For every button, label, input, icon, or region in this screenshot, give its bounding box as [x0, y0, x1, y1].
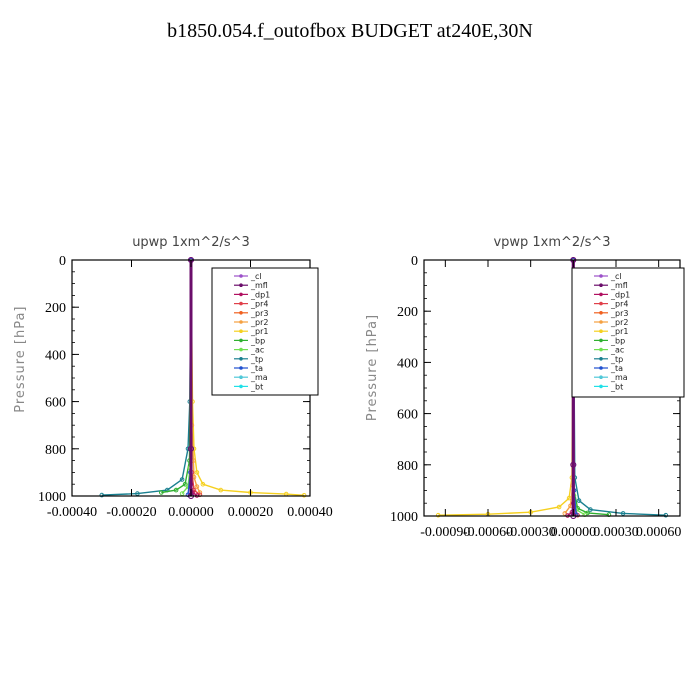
legend-label: _cl: [251, 272, 262, 281]
legend-label: _mfl: [611, 281, 628, 291]
x-tick-label: 0.00000: [550, 525, 597, 540]
legend-marker: [239, 357, 243, 361]
legend-marker: [239, 385, 243, 389]
series-point-ac: [180, 492, 184, 496]
x-tick-label: -0.00090: [420, 525, 471, 540]
legend-label: _ta: [611, 364, 624, 373]
y-tick-label: 1000: [390, 510, 418, 525]
x-tick-label: -0.00060: [462, 525, 514, 540]
legend-marker: [599, 329, 603, 333]
legend-marker: [599, 357, 603, 361]
series-line-pr1: [438, 260, 573, 515]
figure-title: b1850.054.f_outofbox BUDGET at240E,30N: [167, 20, 533, 42]
legend-marker: [239, 339, 243, 343]
legend-label: _pr2: [251, 318, 269, 327]
legend-marker: [599, 320, 603, 324]
x-tick-label: -0.00040: [46, 505, 98, 520]
y-tick-label: 200: [45, 301, 66, 317]
x-tick-label: 0.00060: [635, 525, 682, 540]
legend-label: _tp: [251, 354, 264, 364]
y-tick-label: 0: [411, 254, 418, 269]
legend-label: _dp1: [611, 290, 631, 300]
legend-marker: [239, 293, 243, 297]
legend-label: _tp: [611, 354, 624, 364]
legend-marker: [599, 274, 603, 278]
legend-label: _bt: [251, 382, 264, 392]
legend-label: _bt: [611, 382, 624, 392]
legend-marker: [239, 348, 243, 352]
legend-label: _ac: [611, 345, 625, 355]
legend-marker: [599, 302, 603, 306]
x-tick-label: 0.00000: [168, 505, 214, 520]
series-line-tp: [102, 260, 191, 495]
panel-2: [365, 235, 684, 540]
legend-marker: [239, 329, 243, 333]
legend-label: _cl: [611, 272, 622, 281]
x-tick-label: -0.00030: [505, 525, 556, 540]
legend-marker: [239, 283, 243, 287]
panel-title: upwp 1xm^2/s^3: [132, 235, 250, 250]
legend-marker: [599, 283, 603, 287]
legend-label: _pr1: [611, 327, 629, 337]
legend-label: _ta: [251, 364, 264, 373]
legend-label: _ac: [251, 345, 265, 355]
x-tick-label: 0.00020: [227, 505, 274, 520]
legend-marker: [599, 366, 603, 370]
legend-label: _pr4: [611, 299, 629, 309]
panel-title: vpwp 1xm^2/s^3: [493, 235, 611, 250]
legend-marker: [599, 293, 603, 297]
legend-marker: [599, 311, 603, 315]
y-tick-label: 800: [45, 442, 66, 458]
legend-label: _pr2: [611, 318, 629, 327]
legend-label: _bp: [611, 336, 626, 346]
legend-label: _bp: [251, 336, 266, 346]
x-tick-label: 0.00040: [287, 505, 333, 520]
y-tick-label: 800: [397, 458, 418, 474]
legend-label: _dp1: [251, 290, 271, 300]
legend-label: _pr3: [251, 308, 269, 318]
legend-marker: [239, 302, 243, 306]
legend-marker: [599, 348, 603, 352]
y-tick-label: 400: [397, 356, 418, 372]
legend: [212, 268, 318, 395]
legend-marker: [239, 366, 243, 370]
x-tick-label: 0.00030: [593, 525, 639, 540]
legend-label: _pr4: [251, 299, 269, 309]
y-axis-label: Pressure [hPa]: [13, 305, 28, 413]
legend-label: _pr3: [611, 308, 629, 318]
y-tick-label: 600: [45, 395, 66, 411]
legend-label: _pr1: [251, 327, 269, 337]
legend-marker: [239, 274, 243, 278]
legend: [572, 268, 684, 397]
legend-marker: [239, 311, 243, 315]
panel-1: [13, 235, 333, 520]
legend-marker: [239, 375, 243, 379]
x-tick-label: -0.00020: [106, 505, 157, 520]
legend-marker: [239, 320, 243, 324]
y-tick-label: 600: [397, 407, 418, 423]
legend-label: _mfl: [251, 281, 268, 291]
y-tick-label: 0: [59, 254, 66, 269]
y-tick-label: 400: [45, 348, 66, 364]
legend-label: _ma: [251, 373, 268, 383]
y-tick-label: 1000: [38, 490, 66, 505]
legend-label: _ma: [611, 373, 628, 383]
y-axis-label: Pressure [hPa]: [365, 313, 380, 422]
legend-marker: [599, 375, 603, 379]
legend-marker: [599, 339, 603, 343]
legend-marker: [599, 385, 603, 389]
y-tick-label: 200: [397, 305, 418, 321]
